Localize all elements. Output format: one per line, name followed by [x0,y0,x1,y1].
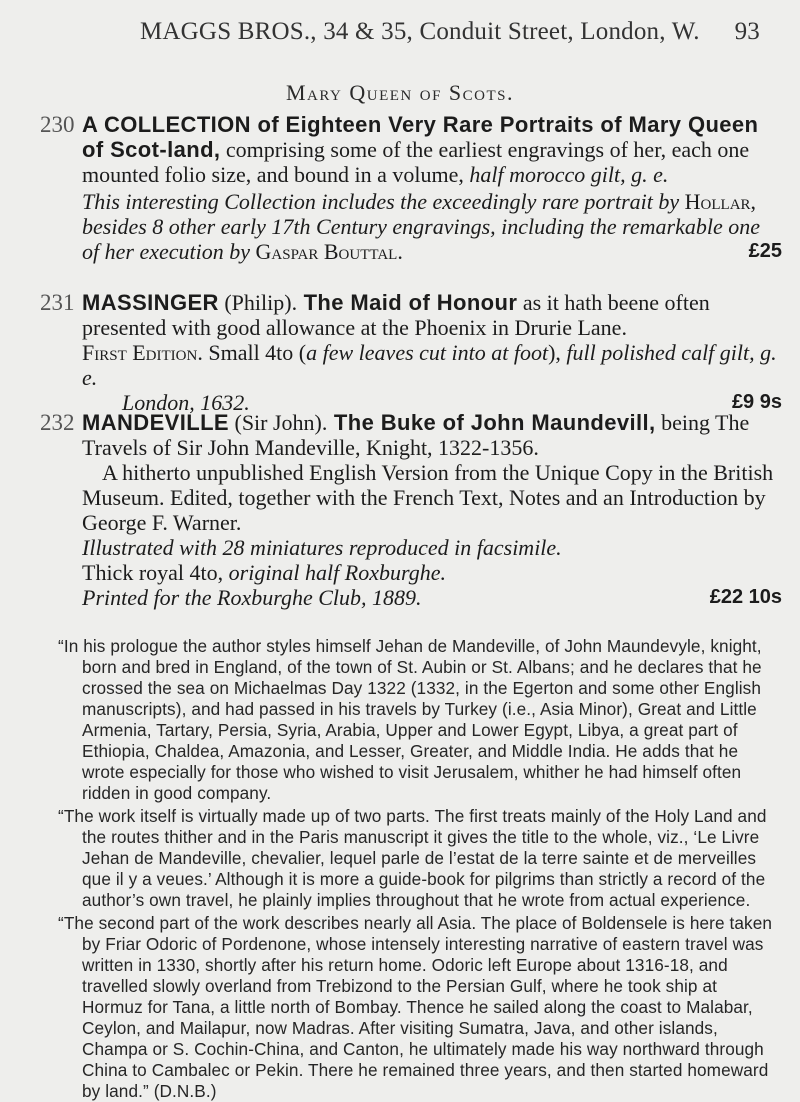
lot-text: comprising some of the earliest engravings of her, each one mounted folio size, and bound in a volume, [82,137,750,187]
lot-description [82,112,782,264]
binding: half morocco gilt, g. e. [469,162,669,187]
quote-paragraph: “In his prologue the author styles himself Jehan de Mandeville, of John Maundevyle, knight, born and bred in England, of the town of St. Aubin or St. Albans; and he declares that he crossed the sea on Michaelmas Day 1322 (1332, in the Egerton and some other English manuscripts), and had passed in his travels by Turkey (i.e., Asia Minor), Great and Little Armenia, Tartary, Persia, Syria, Arabia, Upper and Lower Egypt, Libya, a great part of Ethiopia, Chaldea, Amazonia, and Lesser, Greater, and Middle India. He adds that he wrote especially for those who wished to visit Jerusalem, whither he had himself often ridden in good company. [58,636,762,803]
author-forename: (Philip). [218,290,298,315]
lot-price: £22 10s [709,586,782,608]
lot-text: as it hath beene often presented with good allowance at the Phoenix in Drurie Lane. [82,290,710,340]
running-head-text: MAGGS BROS., 34 & 35, Conduit Street, London, W. [140,18,700,45]
format: Thick royal 4to, [82,560,229,585]
quote-paragraph: “The work itself is virtually made up of two parts. The first treats mainly of the Holy Land and the routes thither and in the Paris manuscript it gives the title to the whole, viz., ‘Le Livre Jehan de Mandeville, chevalier, lequel parle de l’estat de la terre sainte et de merveilles que il y a veues.’ Although it is more a guide-book for pilgrims than strictly a record of the author’s own travel, he plainly implies throughout that he wrote from actual experience. [58,806,767,910]
imprint: London, 1632. [122,390,250,415]
lot-description [82,410,782,610]
edition-close: ), [548,340,567,365]
work-title: The Buke of John Maundevill, [327,410,656,435]
lot-heading: A COLLECTION of Eighteen Very Rare Portraits of Mary Queen of Scot-land, [82,112,759,162]
binding: original half Roxburghe. [228,560,446,585]
author-forename: (Sir John). [229,410,328,435]
quote-paragraph: “The second part of the work describes nearly all Asia. The place of Boldensele is here taken by Friar Odoric of Pordenone, whose intensely interesting narrative of eastern travel was written in 1330, shortly after his return home. Odoric left Europe about 1316-18, and travelled slowly overland from Trebizond to the Persian Gulf, where he took ship at Hormuz for Tana, a little north of Bombay. Thence he sailed along the coast to Malabar, Ceylon, and Mailapur, now Madras. After visiting Sumatra, Java, and other islands, Champa or S. Cochin-China, and Canton, he ultimately made his way northward through China to Cambalec or Pekin. There he remained three years, and then started homeward by land.” (D.N.B.) [58,913,773,1101]
lot-text: being The Travels of Sir John Mandeville, Knight, 1322-1356. [82,410,750,460]
imprint: Printed for the Roxburghe Club, 1889. [82,585,422,610]
lot-price: £9 9s [731,391,782,413]
artist-name-2: Gaspar Bouttal. [255,239,403,264]
section-title: Mary Queen of Scots. [285,80,515,105]
edition: First Edition. [82,340,203,365]
lot-description [82,290,782,415]
running-head [140,18,780,46]
author-name: MASSINGER [82,290,219,315]
illustrations: Illustrated with 28 miniatures reproduced in facsimile. [82,535,562,560]
lot-number: 230 [40,112,75,137]
lot-price: £25 [748,240,782,262]
lot-number: 232 [40,410,75,435]
page-number: 93 [734,18,760,45]
binding: full polished calf gilt, g. e. [82,340,777,390]
lot-number: 231 [40,290,75,315]
edition-desc: Small 4to ( [202,340,307,365]
quoted-note [58,636,782,1102]
condition-note: a few leaves cut into at foot [306,340,549,365]
author-name: MANDEVILLE [82,410,229,435]
lot-note-2: besides 8 other early 17th Century engravings, including the remarkable one of her execution by [82,214,761,264]
lot-text-2: A hitherto unpublished English Version from the Unique Copy in the British Museum. Edited, together with the French Text, Notes and an Introduction by George F. Warner. [82,460,774,535]
artist-name: Hollar, [684,189,757,214]
work-title: The Maid of Honour [297,290,518,315]
lot-note: This interesting Collection includes the exceedingly rare portrait by [82,189,685,214]
